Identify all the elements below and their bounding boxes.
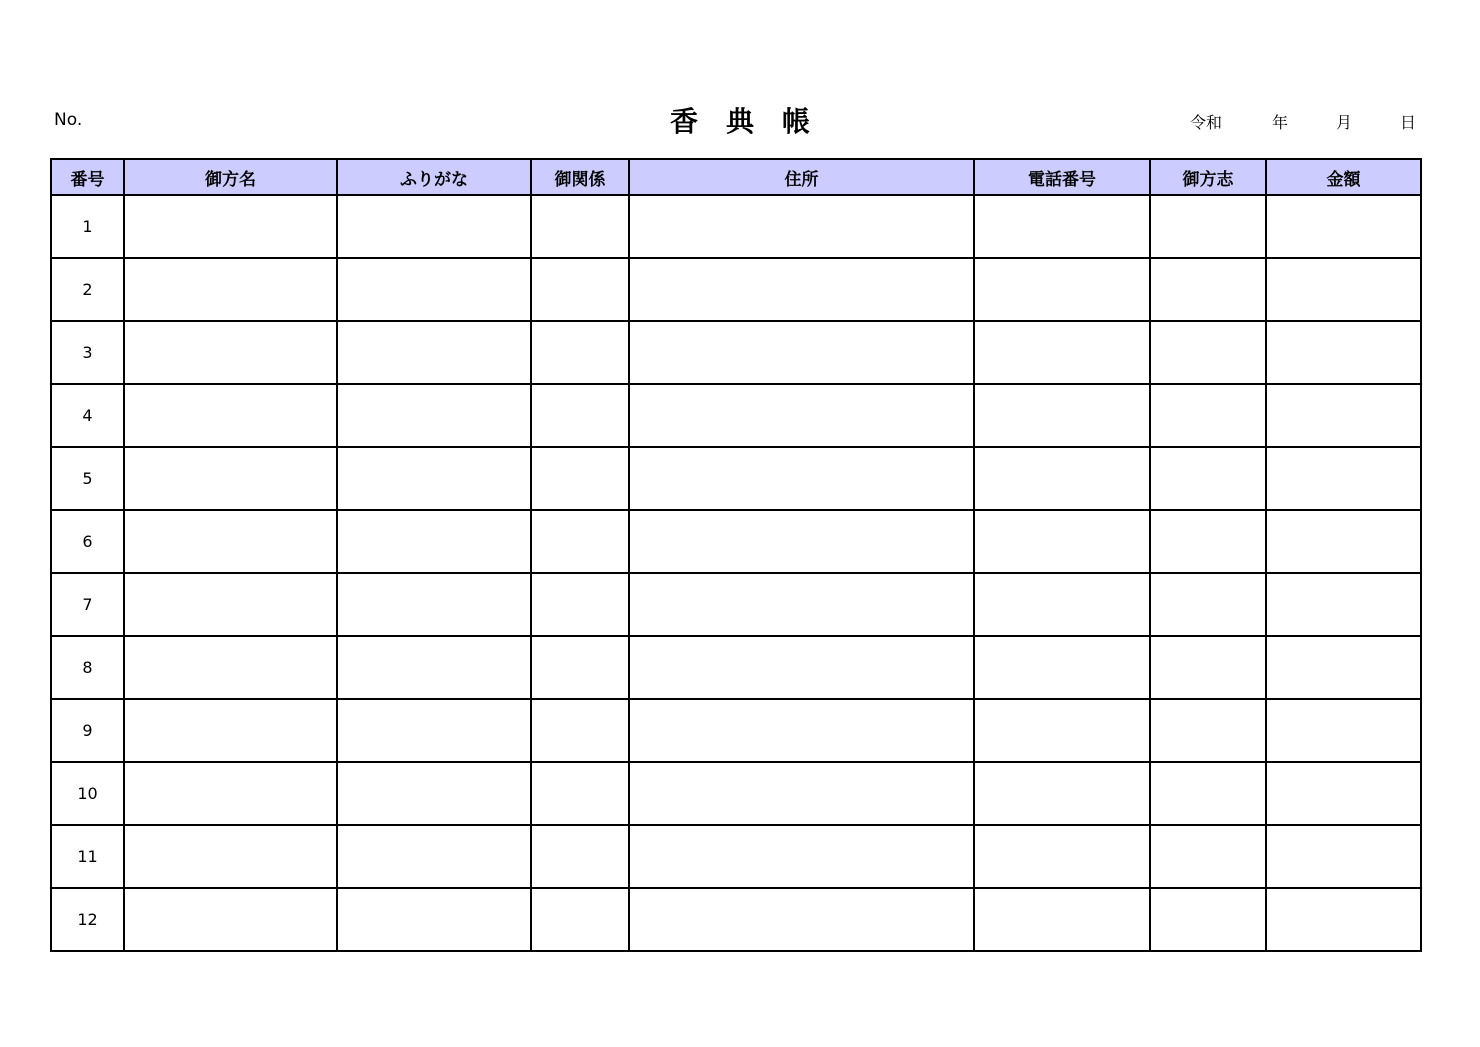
cell-furigana[interactable] bbox=[337, 321, 531, 384]
cell-name[interactable] bbox=[124, 321, 337, 384]
column-header-gift: 御方志 bbox=[1150, 159, 1266, 195]
cell-furigana[interactable] bbox=[337, 573, 531, 636]
cell-address[interactable] bbox=[629, 699, 974, 762]
cell-phone[interactable] bbox=[974, 762, 1150, 825]
cell-amount[interactable] bbox=[1266, 321, 1421, 384]
cell-amount[interactable] bbox=[1266, 762, 1421, 825]
cell-relation[interactable] bbox=[531, 195, 629, 258]
cell-relation[interactable] bbox=[531, 762, 629, 825]
cell-relation[interactable] bbox=[531, 573, 629, 636]
cell-address[interactable] bbox=[629, 447, 974, 510]
table-row bbox=[51, 825, 1421, 888]
cell-amount[interactable] bbox=[1266, 258, 1421, 321]
cell-amount[interactable] bbox=[1266, 699, 1421, 762]
cell-relation[interactable] bbox=[531, 384, 629, 447]
cell-phone[interactable] bbox=[974, 699, 1150, 762]
cell-gift[interactable] bbox=[1150, 762, 1266, 825]
cell-name[interactable] bbox=[124, 888, 337, 951]
date-month-label: 月 bbox=[1336, 113, 1353, 132]
cell-address[interactable] bbox=[629, 825, 974, 888]
cell-furigana[interactable] bbox=[337, 510, 531, 573]
cell-furigana[interactable] bbox=[337, 762, 531, 825]
column-header-relation: 御関係 bbox=[531, 159, 629, 195]
cell-gift[interactable] bbox=[1150, 321, 1266, 384]
column-header-furigana: ふりがな bbox=[337, 159, 531, 195]
cell-address[interactable] bbox=[629, 195, 974, 258]
date-year-label: 年 bbox=[1272, 113, 1289, 132]
cell-address[interactable] bbox=[629, 762, 974, 825]
cell-relation[interactable] bbox=[531, 258, 629, 321]
cell-name[interactable] bbox=[124, 384, 337, 447]
row-number-cell: 12 bbox=[51, 888, 124, 951]
cell-amount[interactable] bbox=[1266, 888, 1421, 951]
row-number-cell: 6 bbox=[51, 510, 124, 573]
cell-gift[interactable] bbox=[1150, 888, 1266, 951]
table-row bbox=[51, 762, 1421, 825]
cell-amount[interactable] bbox=[1266, 573, 1421, 636]
cell-relation[interactable] bbox=[531, 321, 629, 384]
table-row bbox=[51, 447, 1421, 510]
cell-name[interactable] bbox=[124, 699, 337, 762]
cell-amount[interactable] bbox=[1266, 825, 1421, 888]
cell-phone[interactable] bbox=[974, 636, 1150, 699]
cell-name[interactable] bbox=[124, 825, 337, 888]
cell-name[interactable] bbox=[124, 447, 337, 510]
cell-name[interactable] bbox=[124, 573, 337, 636]
table-row bbox=[51, 321, 1421, 384]
cell-gift[interactable] bbox=[1150, 447, 1266, 510]
cell-amount[interactable] bbox=[1266, 384, 1421, 447]
cell-phone[interactable] bbox=[974, 573, 1150, 636]
row-number-cell: 11 bbox=[51, 825, 124, 888]
row-number-cell: 9 bbox=[51, 699, 124, 762]
table-body bbox=[51, 195, 1421, 951]
cell-gift[interactable] bbox=[1150, 636, 1266, 699]
table-row bbox=[51, 510, 1421, 573]
cell-gift[interactable] bbox=[1150, 573, 1266, 636]
cell-address[interactable] bbox=[629, 636, 974, 699]
cell-phone[interactable] bbox=[974, 510, 1150, 573]
cell-relation[interactable] bbox=[531, 636, 629, 699]
cell-address[interactable] bbox=[629, 573, 974, 636]
cell-amount[interactable] bbox=[1266, 636, 1421, 699]
cell-gift[interactable] bbox=[1150, 258, 1266, 321]
cell-name[interactable] bbox=[124, 195, 337, 258]
cell-furigana[interactable] bbox=[337, 258, 531, 321]
cell-name[interactable] bbox=[124, 510, 337, 573]
cell-amount[interactable] bbox=[1266, 447, 1421, 510]
date-day-label: 日 bbox=[1400, 113, 1417, 132]
cell-amount[interactable] bbox=[1266, 195, 1421, 258]
cell-furigana[interactable] bbox=[337, 825, 531, 888]
cell-address[interactable] bbox=[629, 888, 974, 951]
table-row bbox=[51, 636, 1421, 699]
column-header-phone: 電話番号 bbox=[974, 159, 1150, 195]
cell-furigana[interactable] bbox=[337, 195, 531, 258]
row-number-cell: 7 bbox=[51, 573, 124, 636]
cell-relation[interactable] bbox=[531, 699, 629, 762]
cell-phone[interactable] bbox=[974, 888, 1150, 951]
cell-phone[interactable] bbox=[974, 195, 1150, 258]
column-header-number: 番号 bbox=[51, 159, 124, 195]
cell-relation[interactable] bbox=[531, 447, 629, 510]
cell-phone[interactable] bbox=[974, 447, 1150, 510]
cell-name[interactable] bbox=[124, 762, 337, 825]
cell-relation[interactable] bbox=[531, 888, 629, 951]
cell-address[interactable] bbox=[629, 258, 974, 321]
row-number-cell: 8 bbox=[51, 636, 124, 699]
cell-amount[interactable] bbox=[1266, 510, 1421, 573]
cell-phone[interactable] bbox=[974, 258, 1150, 321]
cell-phone[interactable] bbox=[974, 384, 1150, 447]
cell-furigana[interactable] bbox=[337, 888, 531, 951]
row-number-cell: 3 bbox=[51, 321, 124, 384]
table-row bbox=[51, 195, 1421, 258]
condolence-ledger-table bbox=[50, 158, 1422, 952]
cell-furigana[interactable] bbox=[337, 384, 531, 447]
column-header-amount: 金額 bbox=[1266, 159, 1421, 195]
table-row bbox=[51, 384, 1421, 447]
row-number-cell: 4 bbox=[51, 384, 124, 447]
cell-gift[interactable] bbox=[1150, 195, 1266, 258]
column-header-address: 住所 bbox=[629, 159, 974, 195]
cell-relation[interactable] bbox=[531, 825, 629, 888]
cell-gift[interactable] bbox=[1150, 825, 1266, 888]
row-number-cell: 10 bbox=[51, 762, 124, 825]
cell-name[interactable] bbox=[124, 636, 337, 699]
cell-address[interactable] bbox=[629, 321, 974, 384]
cell-name[interactable] bbox=[124, 258, 337, 321]
cell-phone[interactable] bbox=[974, 825, 1150, 888]
number-label: No. bbox=[54, 110, 83, 130]
cell-furigana[interactable] bbox=[337, 447, 531, 510]
page-title: 香典帳 bbox=[669, 105, 838, 138]
column-header-name: 御方名 bbox=[124, 159, 337, 195]
cell-gift[interactable] bbox=[1150, 699, 1266, 762]
cell-gift[interactable] bbox=[1150, 384, 1266, 447]
row-number-cell: 2 bbox=[51, 258, 124, 321]
row-number-cell: 5 bbox=[51, 447, 124, 510]
table-row bbox=[51, 258, 1421, 321]
cell-address[interactable] bbox=[629, 510, 974, 573]
cell-furigana[interactable] bbox=[337, 699, 531, 762]
cell-gift[interactable] bbox=[1150, 510, 1266, 573]
date-era-label: 令和 bbox=[1190, 113, 1223, 132]
table-row bbox=[51, 888, 1421, 951]
cell-address[interactable] bbox=[629, 384, 974, 447]
table-header-row bbox=[51, 159, 1421, 195]
cell-phone[interactable] bbox=[974, 321, 1150, 384]
cell-relation[interactable] bbox=[531, 510, 629, 573]
table-row bbox=[51, 573, 1421, 636]
cell-furigana[interactable] bbox=[337, 636, 531, 699]
row-number-cell: 1 bbox=[51, 195, 124, 258]
table-row bbox=[51, 699, 1421, 762]
